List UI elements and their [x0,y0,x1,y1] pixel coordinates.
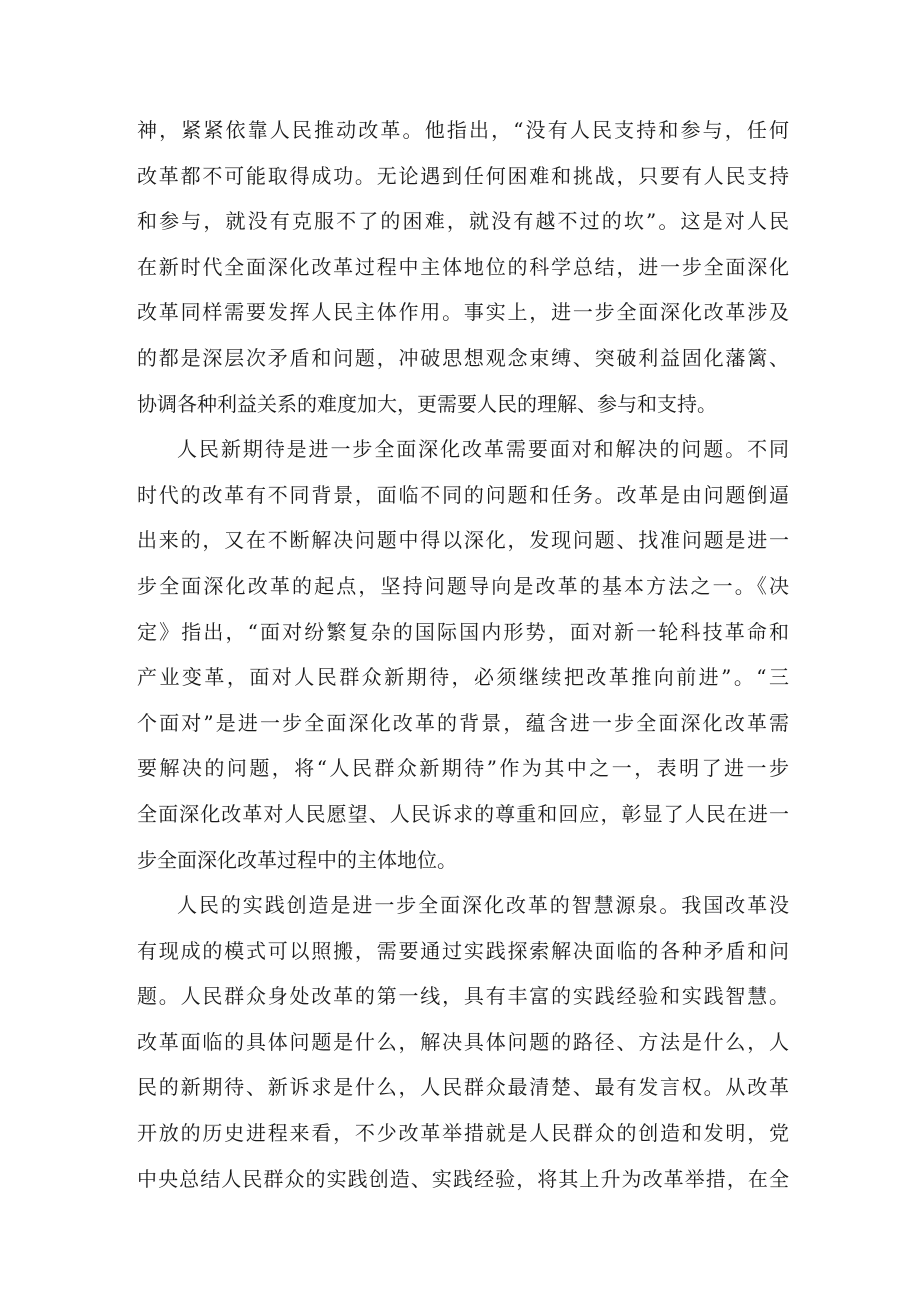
text-line: 步全面深化改革过程中的主体地位。 [137,847,457,872]
text-line: 开放的历史进程来看，不少改革举措就是人民群众的创造和发明，党 [137,1121,789,1146]
text-line: 人民新期待是进一步全面深化改革需要面对和解决的问题。不同 [177,437,789,462]
body-text [137,108,789,1202]
text-line: 和参与，就没有克服不了的困难，就没有越不过的坎”。这是对人民 [137,209,789,234]
text-line: 改革都不可能取得成功。无论遇到任何困难和挑战，只要有人民支持 [137,163,789,188]
text-line: 改革同样需要发挥人民主体作用。事实上，进一步全面深化改革涉及 [137,300,789,325]
paragraph-1 [137,108,789,427]
text-line: 出来的，又在不断解决问题中得以深化，发现问题、找准问题是进一 [137,528,789,553]
text-line: 的都是深层次矛盾和问题，冲破思想观念束缚、突破利益固化藩篱、 [137,345,789,370]
text-line: 神，紧紧依靠人民推动改革。他指出，“没有人民支持和参与，任何 [137,118,789,142]
text-line: 个面对”是进一步全面深化改革的背景，蕴含进一步全面深化改革需 [137,710,789,735]
text-line: 时代的改革有不同背景，面临不同的问题和任务。改革是由问题倒逼 [137,482,789,507]
text-line: 人民的实践创造是进一步全面深化改革的智慧源泉。我国改革没 [177,893,789,918]
text-line: 中央总结人民群众的实践创造、实践经验，将其上升为改革举措，在全 [137,1166,789,1191]
paragraph-3 [137,883,789,1202]
text-line: 全面深化改革对人民愿望、人民诉求的尊重和回应，彰显了人民在进一 [137,801,789,826]
text-line: 产业变革，面对人民群众新期待，必须继续把改革推向前进”。“三 [137,665,789,690]
text-line: 定》指出，“面对纷繁复杂的国际国内形势，面对新一轮科技革命和 [137,619,789,644]
text-line: 协调各种利益关系的难度加大，更需要人民的理解、参与和支持。 [137,391,717,416]
text-line: 步全面深化改革的起点，坚持问题导向是改革的基本方法之一。《决 [137,573,789,598]
text-line: 民的新期待、新诉求是什么，人民群众最清楚、最有发言权。从改革 [137,1075,789,1100]
text-line: 有现成的模式可以照搬，需要通过实践探索解决面临的各种矛盾和问 [137,938,789,963]
text-line: 在新时代全面深化改革过程中主体地位的科学总结，进一步全面深化 [137,254,789,279]
text-line: 题。人民群众身处改革的第一线，具有丰富的实践经验和实践智慧。 [137,984,789,1009]
text-line: 改革面临的具体问题是什么，解决具体问题的路径、方法是什么，人 [137,1029,789,1054]
text-line: 要解决的问题，将“人民群众新期待”作为其中之一，表明了进一步 [137,756,789,781]
paragraph-2 [137,427,789,883]
